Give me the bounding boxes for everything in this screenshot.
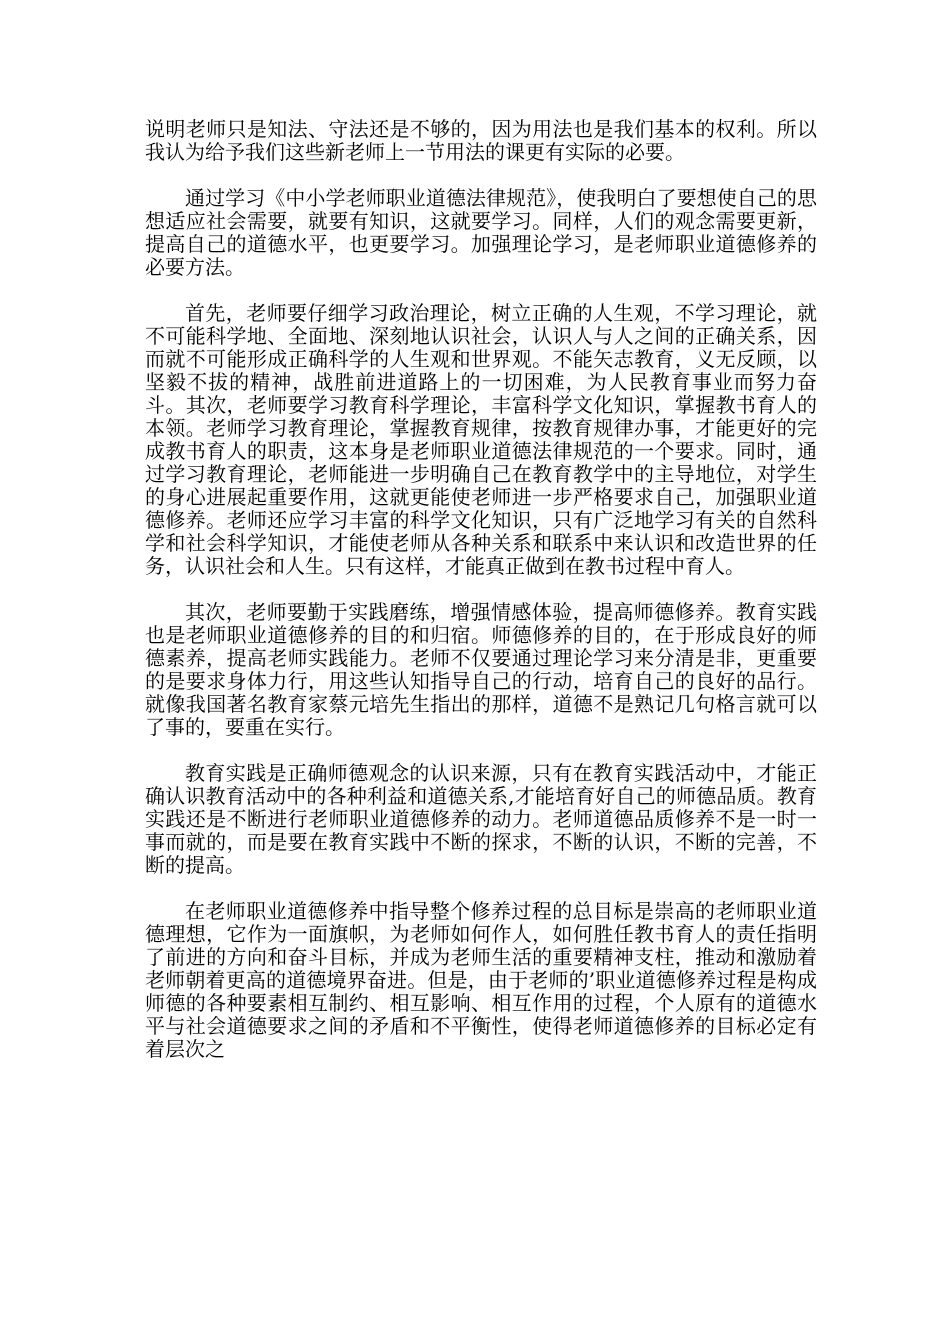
- paragraph-continuation: 说明老师只是知法、守法还是不够的，因为用法也是我们基本的权利。所以我认为给予我们这些新老师上一节用法的课更有实际的必要。: [145, 117, 817, 164]
- paragraph-ideal-goal: 在老师职业道德修养中指导整个修养过程的总目标是崇高的老师职业道德理想，它作为一面旗帜，为老师如何作人，如何胜任教书育人的责任指明了前进的方向和奋斗目标，并成为老师生活的重要精神支柱，推动和激励着老师朝着更高的道德境界奋进。但是，由于老师的’职业道德修养过程是构成师德的各种要素相互制约、相互影响、相互作用的过程，个人原有的道德水平与社会道德要求之间的矛盾和不平衡性，使得老师道德修养的目标必定有着层次之: [145, 899, 817, 1061]
- paragraph-political-theory: 首先，老师要仔细学习政治理论，树立正确的人生观，不学习理论，就不可能科学地、全面地、深刻地认识社会，认识人与人之间的正确关系，因而就不可能形成正确科学的人生观和世界观。不能矢志教育，义无反顾，以坚毅不拔的精神，战胜前进道路上的一切困难，为人民教育事业而努力奋斗。其次，老师要学习教育科学理论，丰富科学文化知识，掌握教书育人的本领。老师学习教育理论，掌握教育规律，按教育规律办事，才能更好的完成教书育人的职责，这本身是老师职业道德法律规范的一个要求。同时，通过学习教育理论，老师能进一步明确自己在教育教学中的主导地位，对学生的身心进展起重要作用，这就更能使老师进一步严格要求自己，加强职业道德修养。老师还应学习丰富的科学文化知识，只有广泛地学习有关的自然科学和社会科学知识，才能使老师从各种关系和联系中来认识和改造世界的任务，认识社会和人生。只有这样，才能真正做到在教书过程中育人。: [145, 301, 817, 578]
- paragraph-practice-source: 教育实践是正确师德观念的认识来源，只有在教育实践活动中，才能正确认识教育活动中的各种利益和道德关系,才能培育好自己的师德品质。教育实践还是不断进行老师职业道德修养的动力。老师道德品质修养不是一时一事而就的，而是要在教育实践中不断的探求，不断的认识，不断的完善，不断的提高。: [145, 761, 817, 877]
- document-page: [145, 118, 817, 1084]
- paragraph-theory-study: 通过学习《中小学老师职业道德法律规范》，使我明白了要想使自己的思想适应社会需要，就要有知识，这就要学习。同样，人们的观念需要更新，提高自己的道德水平，也更要学习。加强理论学习，是老师职业道德修养的必要方法。: [145, 186, 817, 279]
- paragraph-practice: 其次，老师要勤于实践磨练，增强情感体验，提高师德修养。教育实践也是老师职业道德修养的目的和归宿。师德修养的目的，在于形成良好的师德素养，提高老师实践能力。老师不仅要通过理论学习来分清是非，更重要的是要求身体力行，用这些认知指导自己的行动，培育自己的良好的品行。就像我国著名教育家蔡元培先生指出的那样，道德不是熟记几句格言就可以了事的，要重在实行。: [145, 600, 817, 739]
